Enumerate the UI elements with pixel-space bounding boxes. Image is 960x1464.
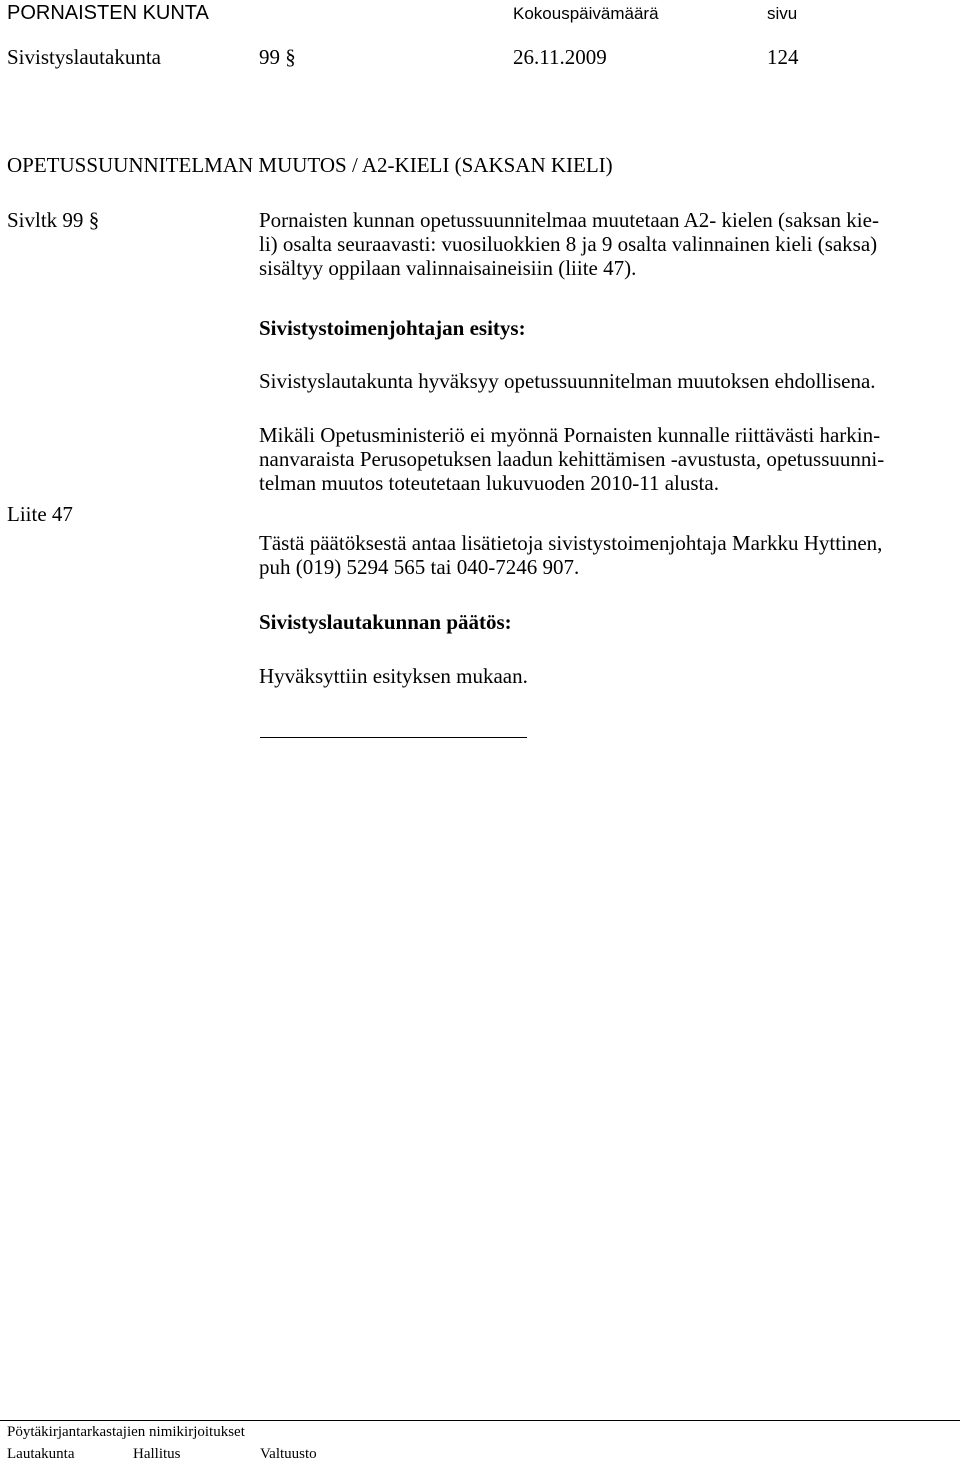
section-number: 99 § xyxy=(259,45,296,69)
attachment-label: Liite 47 xyxy=(7,502,73,526)
decision-text: Hyväksyttiin esityksen mukaan. xyxy=(259,664,528,688)
page-label: sivu xyxy=(767,4,798,23)
intro-line: Pornaisten kunnan opetussuunnitelmaa muutetaan A2- kielen (saksan kie- xyxy=(259,208,879,232)
footer-column-valtuusto: Valtuusto xyxy=(260,1446,317,1462)
footer-column-lautakunta: Lautakunta xyxy=(7,1446,75,1462)
section-reference: Sivltk 99 § xyxy=(7,208,100,232)
footer-column-hallitus: Hallitus xyxy=(133,1446,181,1462)
footer-label: Pöytäkirjantarkastajien nimikirjoitukset xyxy=(7,1424,245,1440)
signature-line xyxy=(260,737,527,738)
decision-heading: Sivistyslautakunnan päätös: xyxy=(259,610,512,634)
meeting-date: 26.11.2009 xyxy=(513,45,607,69)
organization-name: PORNAISTEN KUNTA xyxy=(7,2,209,24)
condition-line: nanvaraista Perusopetuksen laadun kehittämisen -avustusta, opetussuunni- xyxy=(259,447,885,471)
footer-divider xyxy=(0,1420,960,1421)
section-sign: § xyxy=(285,45,296,69)
page-number: 124 xyxy=(767,45,799,69)
info-line: puh (019) 5294 565 tai 040-7246 907. xyxy=(259,555,580,579)
meeting-date-label: Kokouspäivämäärä xyxy=(513,4,659,23)
proposal-text: Sivistyslautakunta hyväksyy opetussuunnitelman muutoksen ehdollisena. xyxy=(259,369,876,393)
intro-paragraph xyxy=(259,208,959,280)
condition-line: Mikäli Opetusministeriö ei myönnä Pornaisten kunnalle riittävästi harkin- xyxy=(259,423,881,447)
reference-section-sign: § xyxy=(88,208,100,232)
proposal-heading: Sivistystoimenjohtajan esitys: xyxy=(259,316,526,340)
intro-line: sisältyy oppilaan valinnaisaineisiin (liite 47). xyxy=(259,256,637,280)
condition-paragraph xyxy=(259,423,959,495)
condition-line: telman muutos toteutetaan lukuvuoden 2010-11 alusta. xyxy=(259,471,719,495)
info-paragraph xyxy=(259,531,959,579)
info-line: Tästä päätöksestä antaa lisätietoja sivistystoimenjohtaja Markku Hyttinen, xyxy=(259,531,883,555)
intro-line: li) osalta seuraavasti: vuosiluokkien 8 ja 9 osalta valinnainen kieli (saksa) xyxy=(259,232,878,256)
document-title: OPETUSSUUNNITELMAN MUUTOS / A2-KIELI (SAKSAN KIELI) xyxy=(7,153,613,177)
committee-name: Sivistyslautakunta xyxy=(7,45,161,69)
